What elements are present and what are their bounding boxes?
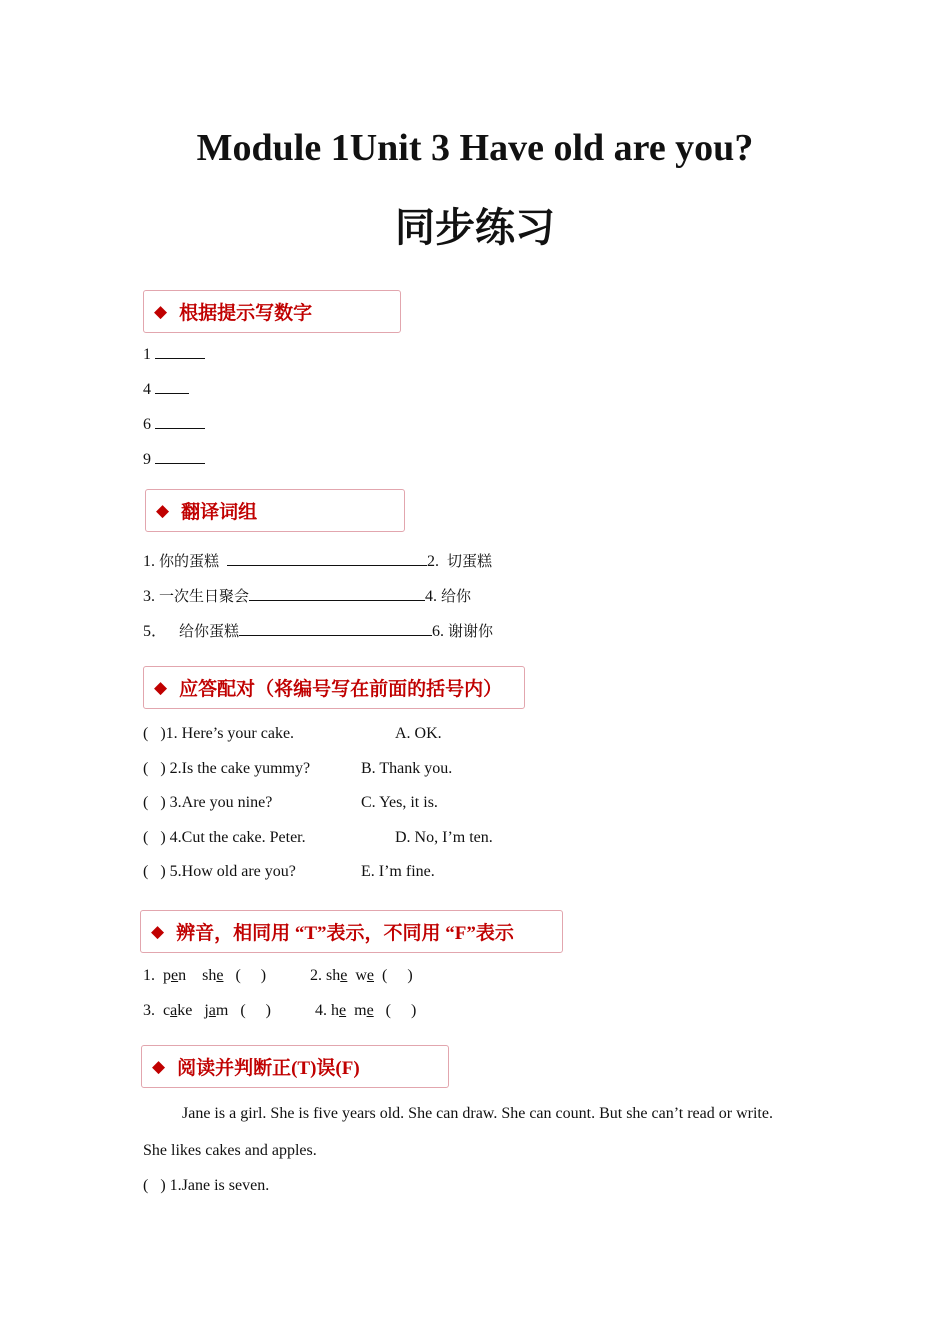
number-item: 4 <box>143 378 189 400</box>
section-heading-text: 应答配对（将编号写在前面的括号内） <box>179 679 503 700</box>
diamond-icon: ◆ <box>154 301 168 322</box>
phonics-item: 1. pen she ( ) <box>143 967 267 984</box>
answer-blank[interactable] <box>239 620 432 636</box>
section-heading-text: 根据提示写数字 <box>179 303 313 324</box>
page-subtitle: 同步练习 <box>395 205 555 251</box>
match-answer: B. Thank you. <box>361 760 453 777</box>
section-heading-4 <box>140 910 563 953</box>
translate-row: 3. 一次生日聚会 4. 给你 <box>143 587 472 605</box>
match-answer: D. No, I’m ten. <box>395 829 493 846</box>
match-question: ( )1. Here’s your cake. <box>143 725 295 742</box>
page-title: Module 1Unit 3 Have old are you? <box>196 127 754 169</box>
answer-blank[interactable] <box>249 585 425 601</box>
phonics-item: 3. cake jam ( ) <box>143 1002 271 1019</box>
answer-blank[interactable] <box>155 448 205 464</box>
section-heading-text: 翻译词组 <box>181 502 258 523</box>
reading-passage-line: Jane is a girl. She is five years old. She can draw. She can count. But she can’t read or write. <box>182 1105 773 1122</box>
diamond-icon: ◆ <box>151 921 165 942</box>
section-heading-text: 阅读并判断正(T)误(F) <box>177 1058 360 1079</box>
answer-blank[interactable] <box>155 413 205 429</box>
translate-row: 1. 你的蛋糕 2. 切蛋糕 <box>143 552 493 570</box>
phonics-item: 4. he me ( ) <box>315 1002 417 1019</box>
section-heading-2 <box>145 489 405 532</box>
number-item: 9 <box>143 448 205 470</box>
judge-question: ( ) 1.Jane is seven. <box>143 1177 270 1194</box>
match-answer: C. Yes, it is. <box>361 794 438 811</box>
answer-blank[interactable] <box>155 343 205 359</box>
diamond-icon: ◆ <box>154 677 168 698</box>
section-heading-text: 辨音，相同用 “T”表示，不同用 “F”表示 <box>176 923 514 944</box>
section-heading-5 <box>141 1045 449 1088</box>
diamond-icon: ◆ <box>156 500 170 521</box>
reading-passage-line: She likes cakes and apples. <box>143 1142 317 1159</box>
match-question: ( ) 4.Cut the cake. Peter. <box>143 829 306 846</box>
match-question: ( ) 5.How old are you? <box>143 863 296 880</box>
match-answer: E. I’m fine. <box>361 863 435 880</box>
answer-blank[interactable] <box>227 550 427 566</box>
diamond-icon: ◆ <box>152 1056 166 1077</box>
answer-blank[interactable] <box>155 378 189 394</box>
number-item: 1 <box>143 343 205 365</box>
match-question: ( ) 3.Are you nine? <box>143 794 273 811</box>
number-item: 6 <box>143 413 205 435</box>
section-heading-1 <box>143 290 401 333</box>
match-answer: A. OK. <box>395 725 442 742</box>
match-question: ( ) 2.Is the cake yummy? <box>143 760 311 777</box>
translate-row: 5． 给你蛋糕 6. 谢谢你 <box>143 622 494 640</box>
phonics-item: 2. she we ( ) <box>310 967 413 984</box>
section-heading-3 <box>143 666 525 709</box>
